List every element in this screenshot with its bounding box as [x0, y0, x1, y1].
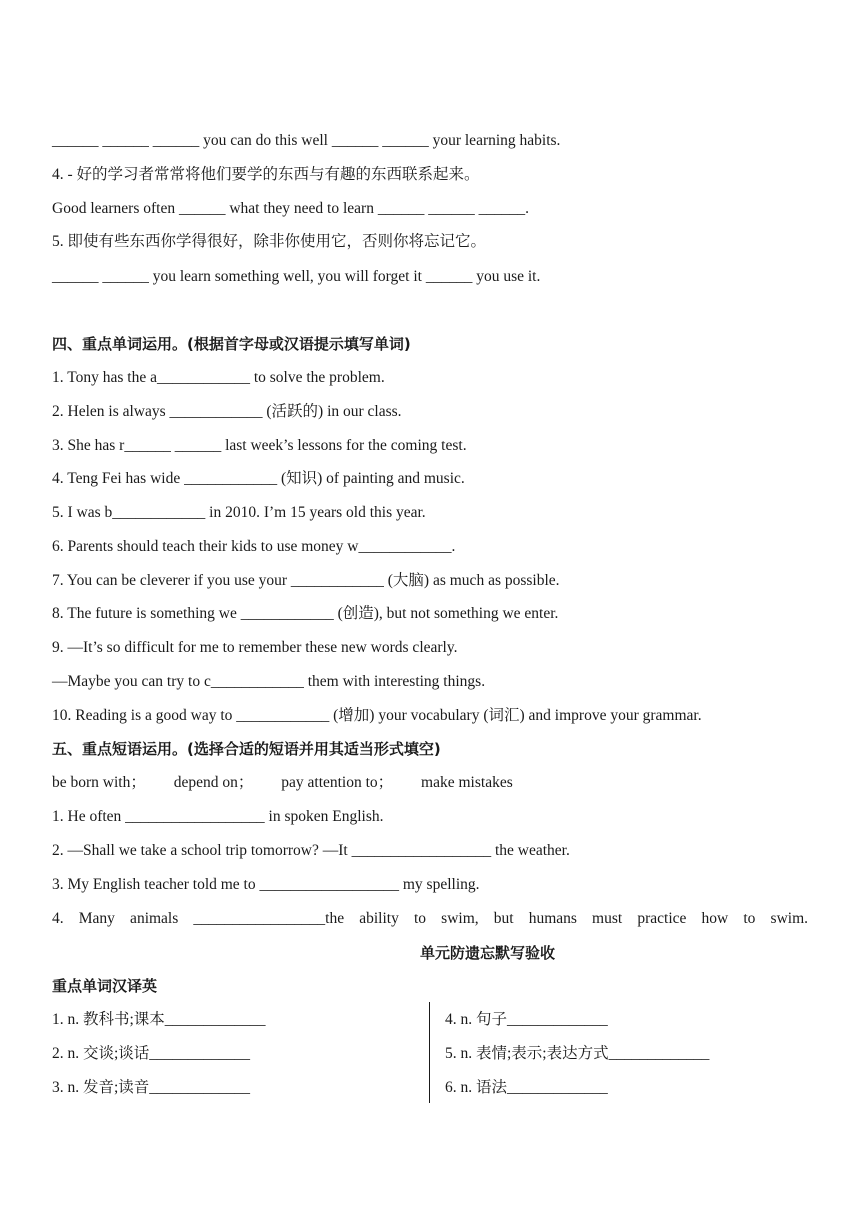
- exercise-item: 1. Tony has the a____________ to solve the problem.: [52, 369, 385, 386]
- exercise-item: —Maybe you can try to c____________ them with interesting things.: [52, 673, 486, 690]
- sentence-line: 5. 即使有些东西你学得很好，除非你使用它，否则你将忘记它。: [52, 233, 487, 250]
- exercise-item: 7. You can be cleverer if you use your ____________ (大脑) as much as possible.: [52, 572, 560, 589]
- phrase-option: depend on；: [173, 774, 254, 791]
- vocab-item: 3. n. 发音;读音_____________: [52, 1079, 251, 1096]
- exercise-item: 2. —Shall we take a school trip tomorrow? —It __________________ the weather.: [52, 842, 570, 859]
- exercise-item: 6. Parents should teach their kids to use money w____________.: [52, 538, 456, 555]
- review-subheading: 重点单词汉译英: [52, 977, 158, 995]
- sentence-line: ______ ______ ______ you can do this well ______ ______ your learning habits.: [52, 132, 561, 149]
- sentence-line: ______ ______ you learn something well, you will forget it ______ you use it.: [52, 268, 541, 285]
- exercise-item: 1. He often __________________ in spoken English.: [52, 808, 384, 825]
- phrase-option: be born with；: [52, 774, 146, 791]
- column-divider: [429, 1002, 430, 1103]
- exercise-item: 3. My English teacher told me to __________________ my spelling.: [52, 876, 480, 893]
- section-heading: 五、重点短语运用。(选择合适的短语并用其适当形式填空): [52, 740, 441, 758]
- exercise-item: 10. Reading is a good way to ____________ (增加) your vocabulary (词汇) and improve your grammar.: [52, 707, 702, 724]
- section-heading: 四、重点单词运用。(根据首字母或汉语提示填写单词): [52, 335, 411, 353]
- sentence-line: 4. - 好的学习者常常将他们要学的东西与有趣的东西联系起来。: [52, 166, 480, 183]
- vocab-item: 1. n. 教科书;课本_____________: [52, 1011, 266, 1028]
- phrase-option: pay attention to；: [281, 774, 394, 791]
- vocab-item: 4. n. 句子_____________: [445, 1011, 608, 1028]
- phrase-option: make mistakes: [421, 774, 513, 791]
- review-title: 单元防遗忘默写验收: [419, 944, 555, 962]
- sentence-line: Good learners often ______ what they need to learn ______ ______ ______.: [52, 200, 529, 217]
- vocab-item: 6. n. 语法_____________: [445, 1079, 608, 1096]
- exercise-item: 2. Helen is always ____________ (活跃的) in our class.: [52, 403, 402, 420]
- vocab-item: 5. n. 表情;表示;表达方式_____________: [445, 1045, 710, 1062]
- exercise-item: 4. Teng Fei has wide ____________ (知识) of painting and music.: [52, 470, 465, 487]
- exercise-item: 3. She has r______ ______ last week’s lessons for the coming test.: [52, 437, 467, 454]
- exercise-item: 5. I was b____________ in 2010. I’m 15 years old this year.: [52, 504, 426, 521]
- phrase-bank: [52, 773, 537, 793]
- vocab-item: 2. n. 交谈;谈话_____________: [52, 1045, 251, 1062]
- exercise-item: 4. Many animals _________________the ability to swim, but humans must practice how to swim.: [52, 910, 808, 927]
- exercise-item: 8. The future is something we ____________ (创造), but not something we enter.: [52, 605, 559, 622]
- exercise-item: 9. —It’s so difficult for me to remember these new words clearly.: [52, 639, 458, 656]
